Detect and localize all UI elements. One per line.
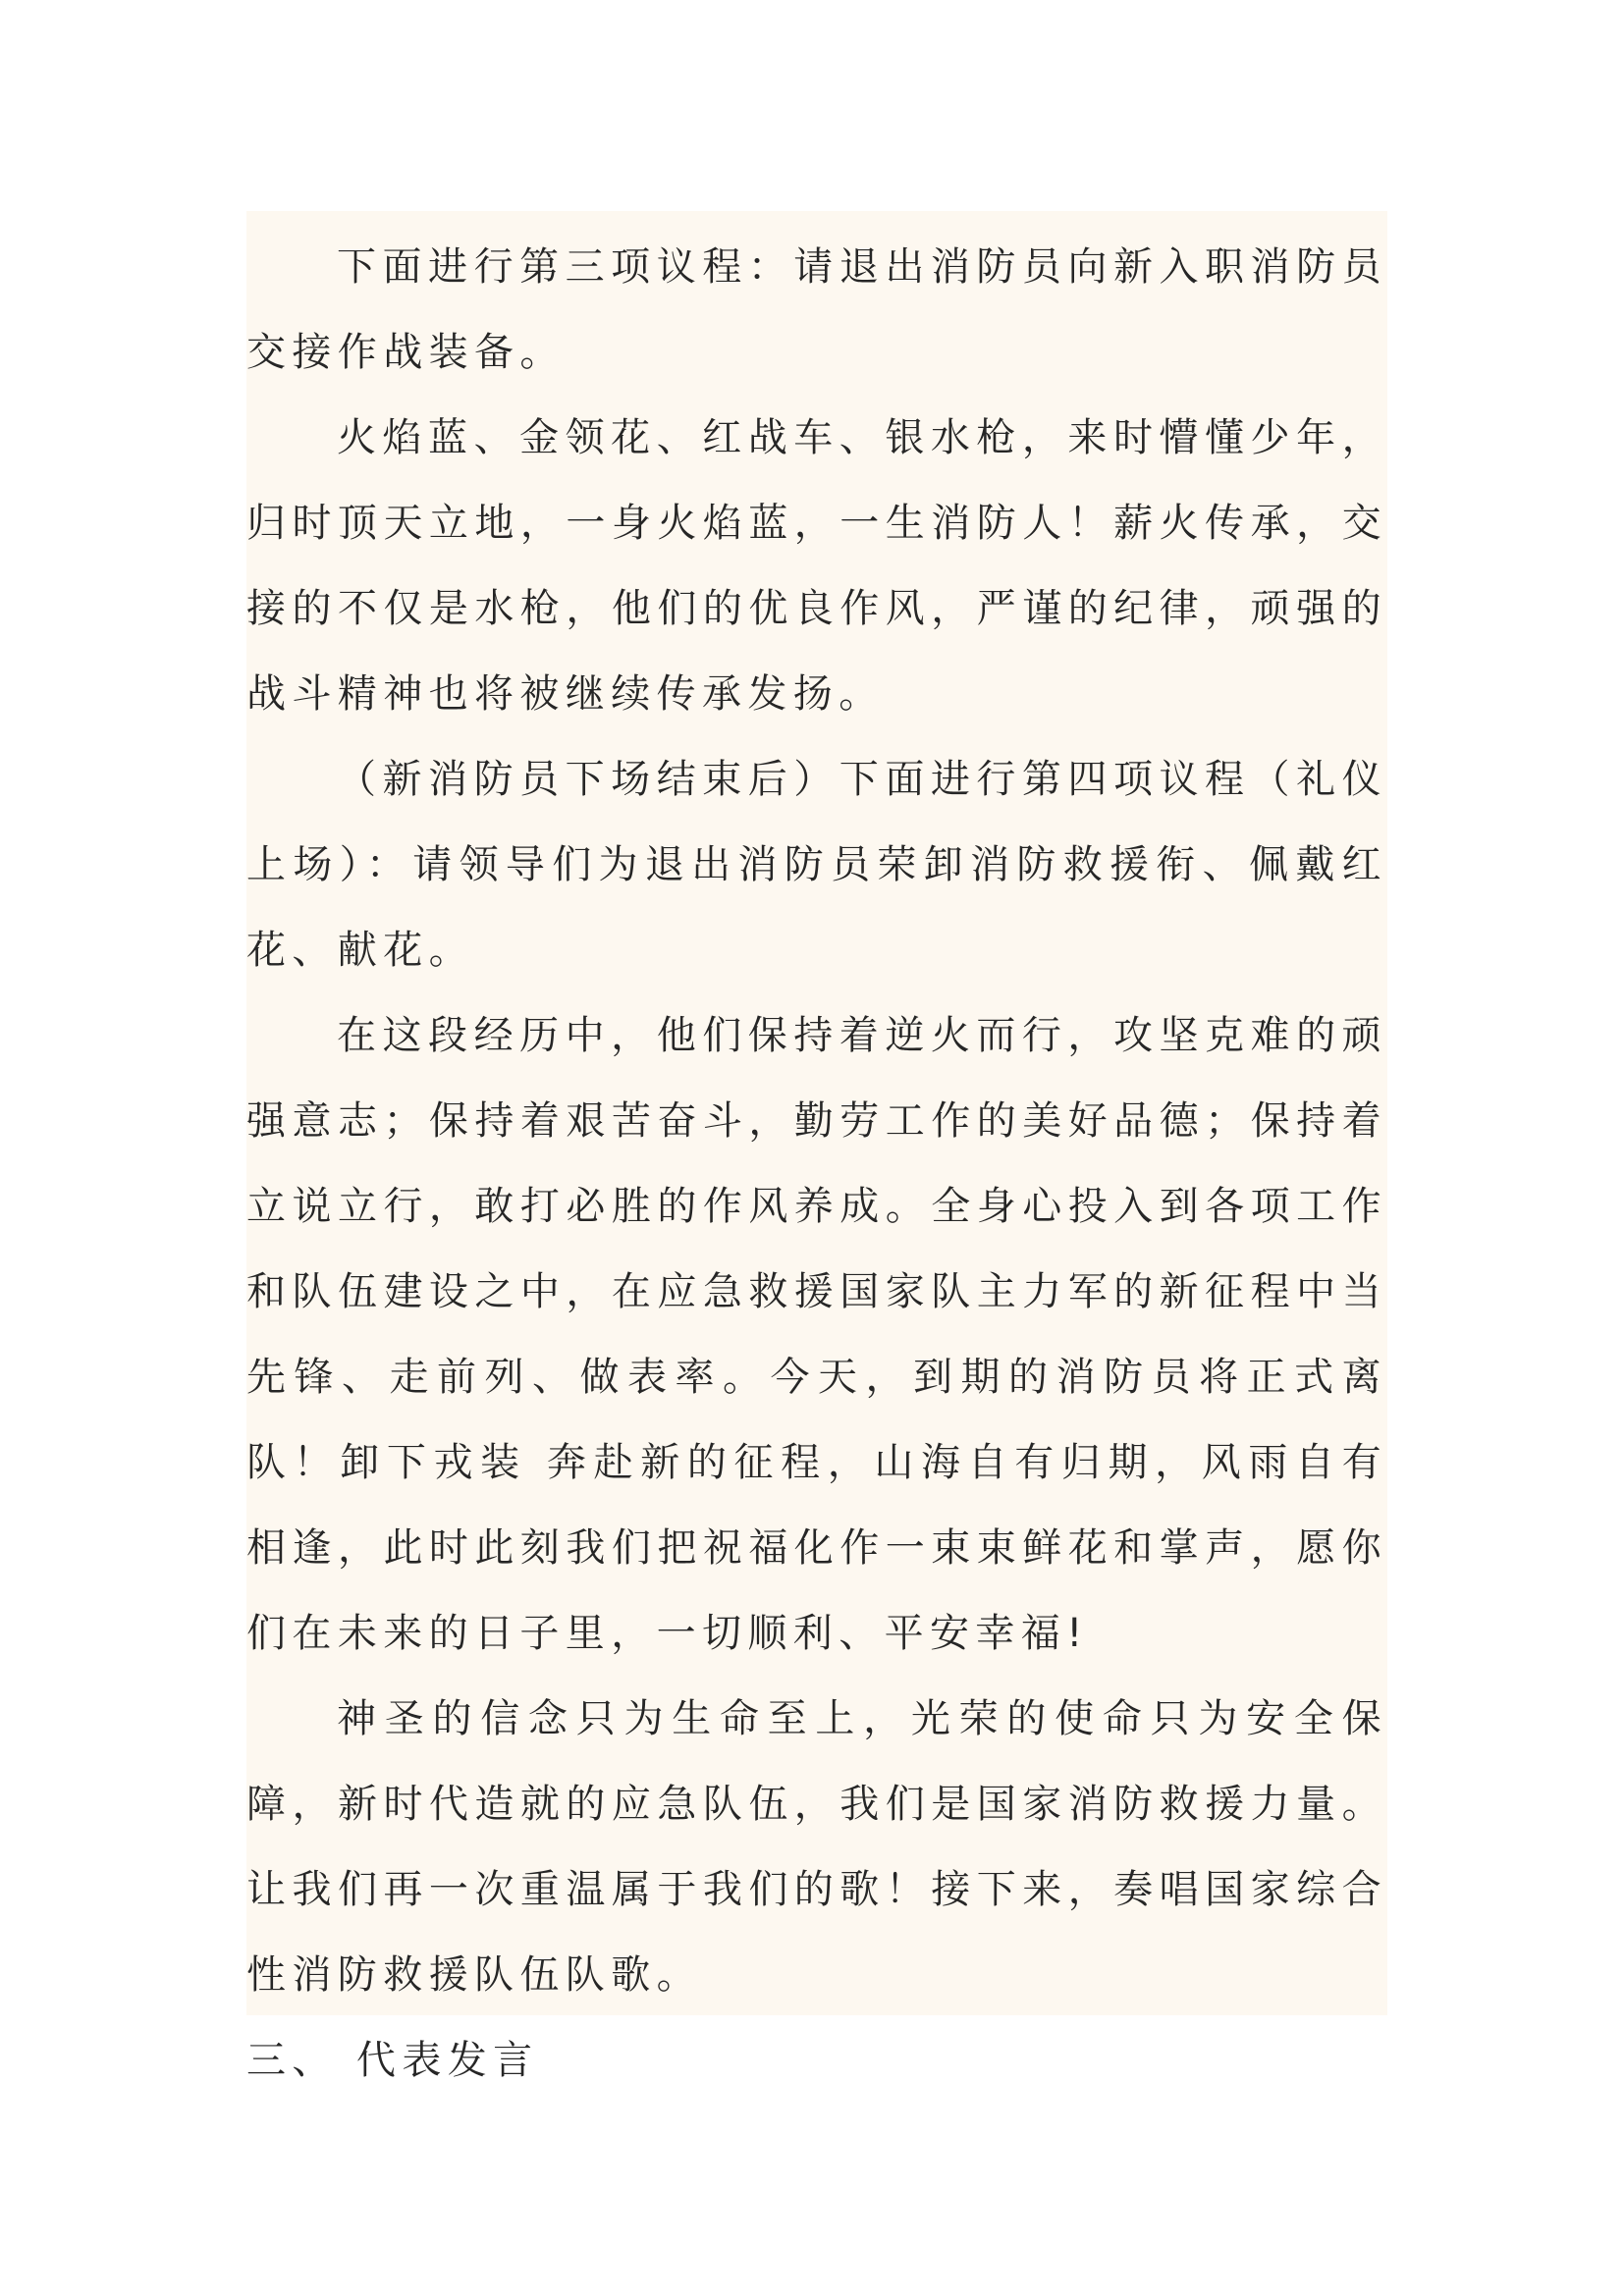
document-text-block: [246, 211, 1387, 2083]
paragraph-team-song: 神圣的信念只为生命至上，光荣的使命只为安全保障，新时代造就的应急队伍，我们是国家消防救援力量。让我们再一次重温属于我们的歌！接下来，奏唱国家综合性消防救援队伍队歌。: [246, 1696, 1387, 1998]
paragraph-agenda-three: 下面进行第三项议程：请退出消防员向新入职消防员交接作战装备。: [246, 244, 1387, 375]
paragraph-experience: 在这段经历中，他们保持着逆火而行，攻坚克难的顽强意志；保持着艰苦奋斗，勤劳工作的美好品德；保持着立说立行，敢打必胜的作风养成。全身心投入到各项工作和队伍建设之中，在应急救援国家队主力军的新征程中当先锋、走前列、做表率。今天，到期的消防员将正式离队！卸下戎装 奔赴新的征程，山海自有归期，风雨自有相逢，此时此刻我们把祝福化作一束束鲜花和掌声，愿你们在未来的日子里，一切顺利、平安幸福!: [246, 1013, 1387, 1656]
paragraph-flame-blue: 火焰蓝、金领花、红战车、银水枪，来时懵懂少年，归时顶天立地，一身火焰蓝，一生消防人！薪火传承，交接的不仅是水枪，他们的优良作风，严谨的纪律，顽强的战斗精神也将被继续传承发扬。: [246, 415, 1387, 717]
paragraph-agenda-four: （新消防员下场结束后）下面进行第四项议程（礼仪上场）：请领导们为退出消防员荣卸消防救援衔、佩戴红花、献花。: [246, 757, 1387, 973]
section-heading: 三、 代表发言: [246, 2038, 539, 2083]
